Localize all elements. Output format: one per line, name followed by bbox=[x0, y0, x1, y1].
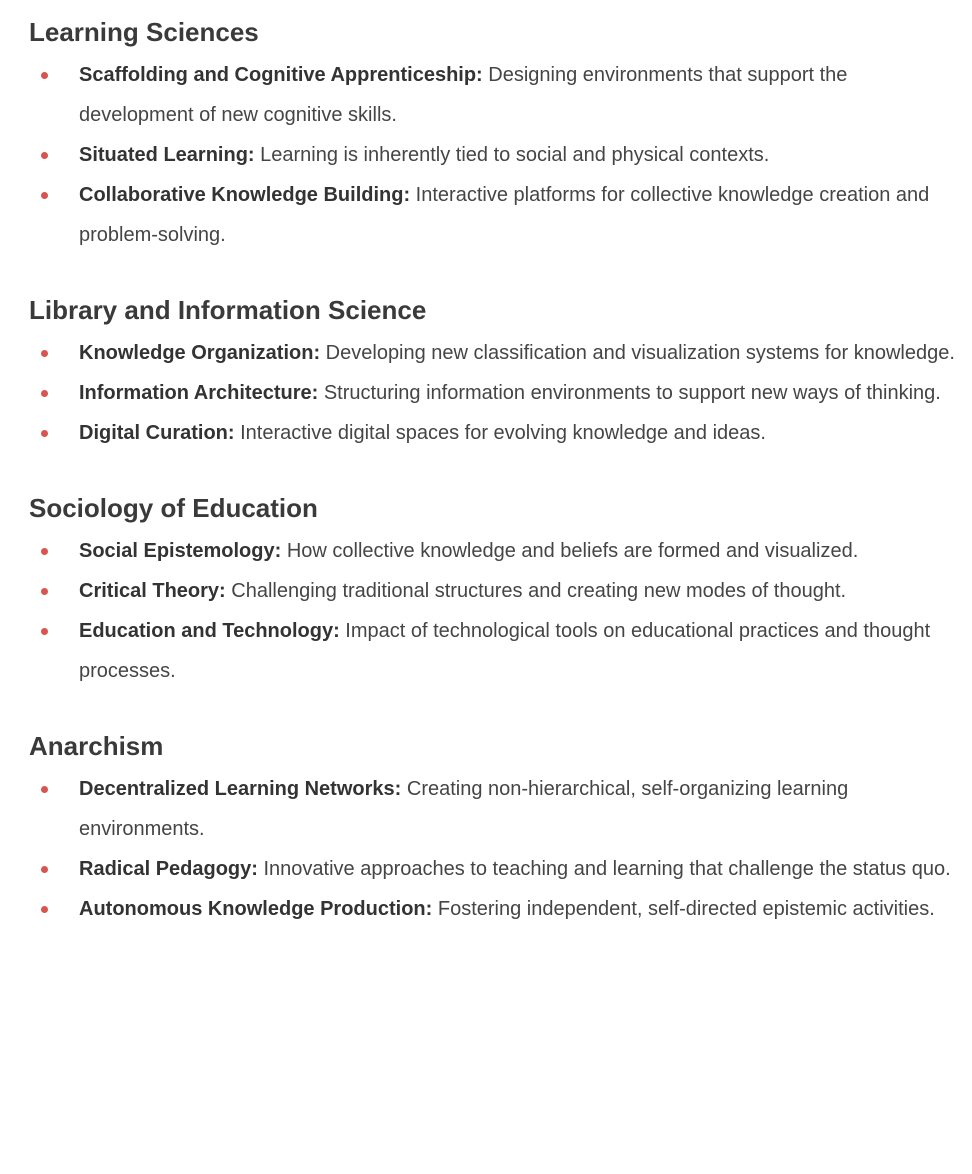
item-description: Interactive platforms for collective knowledge creation and problem-solving. bbox=[79, 184, 930, 246]
item-description: Interactive digital spaces for evolving knowledge and ideas. bbox=[234, 422, 766, 444]
list-item bbox=[29, 373, 958, 413]
item-term: Situated Learning: bbox=[79, 144, 255, 166]
list-item bbox=[29, 333, 958, 373]
bullet-icon bbox=[41, 72, 48, 79]
item-description: Innovative approaches to teaching and learning that challenge the status quo. bbox=[257, 858, 951, 880]
list-item bbox=[29, 889, 958, 929]
item-description: How collective knowledge and beliefs are formed and visualized. bbox=[281, 540, 859, 562]
section-title: Learning Sciences bbox=[29, 17, 259, 47]
item-description: Structuring information environments to support new ways of thinking. bbox=[318, 382, 941, 404]
item-term: Knowledge Organization: bbox=[79, 342, 321, 364]
item-description: Fostering independent, self-directed epistemic activities. bbox=[432, 898, 935, 920]
item-description: Impact of technological tools on educational practices and thought processes. bbox=[79, 620, 931, 682]
bullet-icon bbox=[41, 866, 48, 873]
list-item bbox=[29, 55, 958, 135]
bullet-icon bbox=[41, 350, 48, 357]
section-anarchism bbox=[29, 729, 958, 929]
bullet-list bbox=[29, 55, 958, 255]
list-item bbox=[29, 849, 958, 889]
item-term: Collaborative Knowledge Building: bbox=[79, 184, 411, 206]
item-description: Designing environments that support the development of new cognitive skills. bbox=[79, 64, 848, 126]
item-description: Learning is inherently tied to social and physical contexts. bbox=[254, 144, 770, 166]
item-term: Decentralized Learning Networks: bbox=[79, 778, 402, 800]
list-item bbox=[29, 413, 958, 453]
bullet-list bbox=[29, 531, 958, 691]
bullet-icon bbox=[41, 152, 48, 159]
list-item bbox=[29, 135, 958, 175]
bullet-icon bbox=[41, 588, 48, 595]
item-term: Radical Pedagogy: bbox=[79, 858, 258, 880]
bullet-list bbox=[29, 333, 958, 453]
item-term: Social Epistemology: bbox=[79, 540, 282, 562]
list-item bbox=[29, 769, 958, 849]
bullet-icon bbox=[41, 430, 48, 437]
bullet-icon bbox=[41, 786, 48, 793]
item-term: Critical Theory: bbox=[79, 580, 226, 602]
item-description: Creating non-hierarchical, self-organizing learning environments. bbox=[79, 778, 849, 840]
bullet-icon bbox=[41, 906, 48, 913]
item-term: Education and Technology: bbox=[79, 620, 340, 642]
section-sociology-of-education bbox=[29, 491, 958, 691]
item-term: Scaffolding and Cognitive Apprenticeship: bbox=[79, 64, 483, 86]
item-term: Autonomous Knowledge Production: bbox=[79, 898, 433, 920]
section-learning-sciences bbox=[29, 0, 958, 255]
bullet-list bbox=[29, 769, 958, 929]
section-title: Sociology of Education bbox=[29, 493, 318, 523]
section-title: Library and Information Science bbox=[29, 295, 427, 325]
item-term: Digital Curation: bbox=[79, 422, 235, 444]
bullet-icon bbox=[41, 192, 48, 199]
list-item bbox=[29, 531, 958, 571]
item-term: Information Architecture: bbox=[79, 382, 319, 404]
bullet-icon bbox=[41, 390, 48, 397]
list-item bbox=[29, 571, 958, 611]
list-item bbox=[29, 175, 958, 255]
item-description: Challenging traditional structures and creating new modes of thought. bbox=[225, 580, 847, 602]
item-description: Developing new classification and visualization systems for knowledge. bbox=[320, 342, 955, 364]
bullet-icon bbox=[41, 548, 48, 555]
section-library-information-science bbox=[29, 293, 958, 453]
bullet-icon bbox=[41, 628, 48, 635]
section-title: Anarchism bbox=[29, 731, 164, 761]
list-item bbox=[29, 611, 958, 691]
